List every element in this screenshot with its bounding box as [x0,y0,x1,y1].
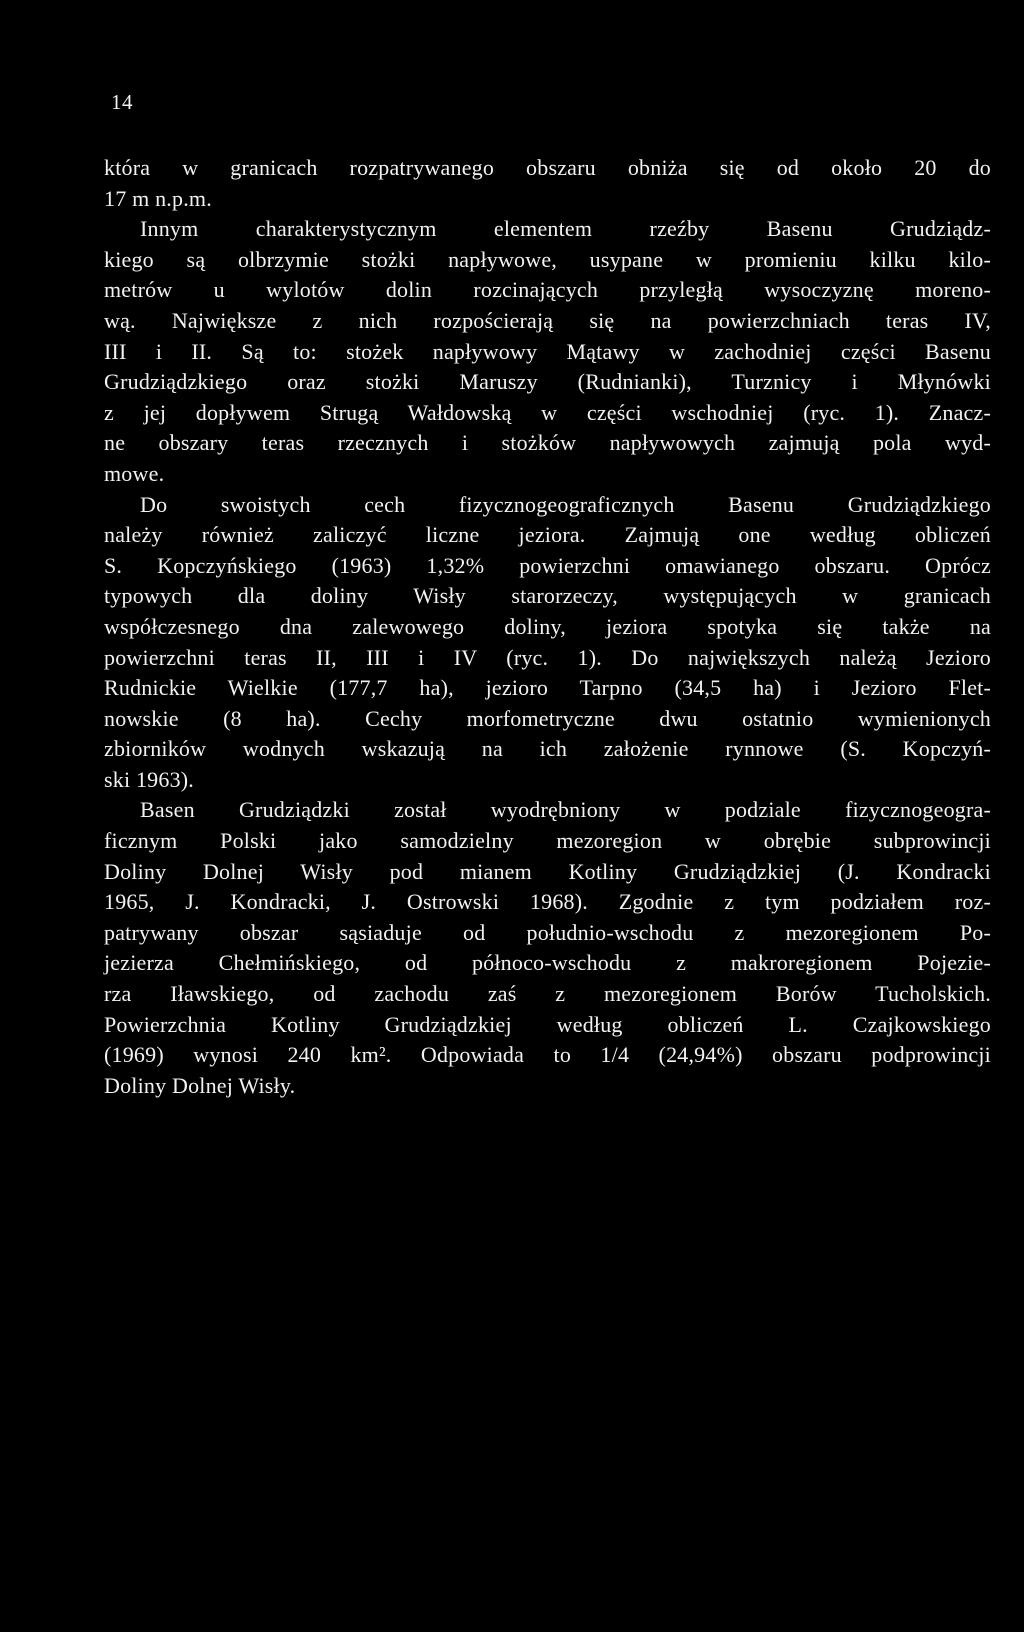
text-line: współczesnego dna zalewowego doliny, jeziora spotyka się także na [104,613,991,639]
text-line: nowskie (8 ha). Cechy morfometryczne dwu ostatnio wymienionych [104,705,991,731]
text-line: Doliny Dolnej Wisły. [104,1072,296,1098]
text-line: Grudziądzkiego oraz stożki Maruszy (Rudnianki), Turznicy i Młynówki [104,369,991,395]
text-line: powierzchni teras II, III i IV (ryc. 1). Do największych należą Jezioro [104,644,991,670]
text-line: III i II. Są to: stożek napływowy Mątawy w zachodniej części Basenu [104,338,991,364]
page-number: 14 [111,90,133,114]
text-line: metrów u wylotów dolin rozcinających przyległą wysoczyznę moreno- [104,277,991,303]
text-line: rza Iławskiego, od zachodu zaś z mezoregionem Borów Tucholskich. [104,981,991,1007]
text-line: patrywany obszar sąsiaduje od południo-wschodu z mezoregionem Po- [104,919,991,945]
text-line: typowych dla doliny Wisły starorzeczy, występujących w granicach [104,583,991,609]
text-line: mowe. [104,460,165,486]
text-line: S. Kopczyńskiego (1963) 1,32% powierzchni omawianego obszaru. Oprócz [104,552,991,578]
paragraph-first-line: Innym charakterystycznym elementem rzeźby Basenu Grudziądz- [140,216,991,242]
text-line: wą. Największe z nich rozpościerają się na powierzchniach teras IV, [104,307,991,333]
text-line: która w granicach rozpatrywanego obszaru obniża się od około 20 do [104,155,991,180]
text-line: ficznym Polski jako samodzielny mezoregion w obrębie subprowincji [104,828,991,854]
text-line: Rudnickie Wielkie (177,7 ha), jezioro Tarpno (34,5 ha) i Jezioro Flet- [104,675,991,701]
text-line: Doliny Dolnej Wisły pod mianem Kotliny Grudziądzkiej (J. Kondracki [104,858,991,884]
text-line: ne obszary teras rzecznych i stożków napływowych zajmują pola wyd- [104,430,991,456]
body-text [104,153,991,1101]
text-line: ski 1963). [104,766,194,792]
text-line: Powierzchnia Kotliny Grudziądzkiej według obliczeń L. Czajkowskiego [104,1011,991,1037]
text-line: 1965, J. Kondracki, J. Ostrowski 1968). Zgodnie z tym podziałem roz- [104,889,991,915]
text-line: z jej dopływem Strugą Wałdowską w części wschodniej (ryc. 1). Znacz- [104,399,991,425]
text-line: kiego są olbrzymie stożki napływowe, usypane w promieniu kilku kilo- [104,246,991,272]
paragraph-first-line: Do swoistych cech fizycznogeograficznych Basenu Grudziądzkiego [140,491,991,517]
text-line: jezierza Chełmińskiego, od północo-wschodu z makroregionem Pojezie- [104,950,991,976]
paragraph-first-line: Basen Grudziądzki został wyodrębniony w podziale fizycznogeogra- [140,797,991,823]
text-line: 17 m n.p.m. [104,185,212,211]
text-line: (1969) wynosi 240 km². Odpowiada to 1/4 (24,94%) obszaru podprowincji [104,1042,991,1068]
text-line: należy również zaliczyć liczne jeziora. Zajmują one według obliczeń [104,522,991,548]
text-line: zbiorników wodnych wskazują na ich założenie rynnowe (S. Kopczyń- [104,736,991,762]
